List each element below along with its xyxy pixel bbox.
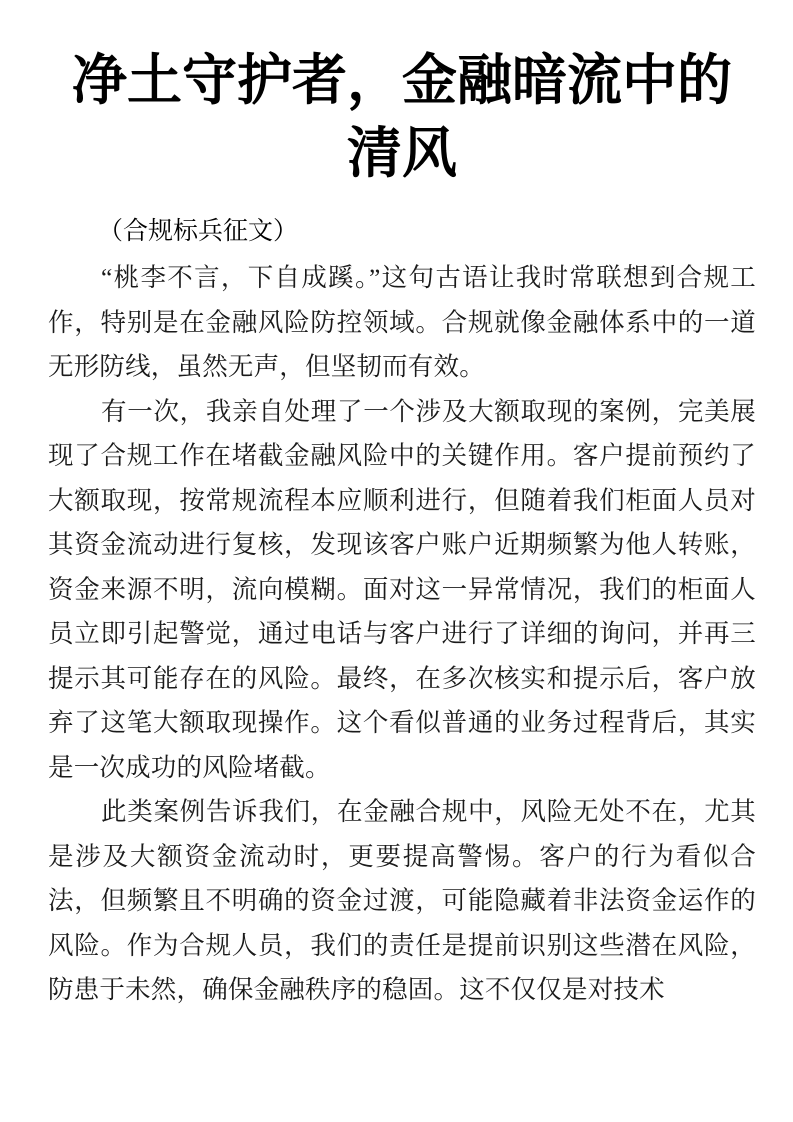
body-paragraph-1: “桃李不言，下自成蹊。”这句古语让我时常联想到合规工作，特别是在金融风险防控领域。合规就像金融体系中的一道无形防线，虽然无声，但坚韧而有效。 — [48, 263, 756, 381]
body-paragraph-2: 有一次，我亲自处理了一个涉及大额取现的案例，完美展现了合规工作在堵截金融风险中的关键作用。客户提前预约了大额取现，按常规流程本应顺利进行，但随着我们柜面人员对其资金流动进行复核，发现该客户账户近期频繁为他人转账，资金来源不明，流向模糊。面对这一异常情况，我们的柜面人员立即引起警觉，通过电话与客户进行了详细的询问，并再三提示其可能存在的风险。最终，在多次核实和提示后，客户放弃了这笔大额取现操作。这个看似普通的业务过程背后，其实是一次成功的风险堵截。 — [48, 396, 756, 782]
document-subtitle: （合规标兵征文） — [98, 218, 299, 245]
page-title: 净土守护者，金融暗流中的清风 — [71, 48, 732, 185]
document-text-column — [48, 0, 756, 1013]
body-paragraph-3: 此类案例告诉我们，在金融合规中，风险无处不在，尤其是涉及大额资金流动时，更要提高警惕。客户的行为看似合法，但频繁且不明确的资金过渡，可能隐藏着非法资金运作的风险。作为合规人员，我们的责任是提前识别这些潜在风险，防患于未然，确保金融秩序的稳固。这不仅仅是对技术 — [48, 797, 756, 1004]
